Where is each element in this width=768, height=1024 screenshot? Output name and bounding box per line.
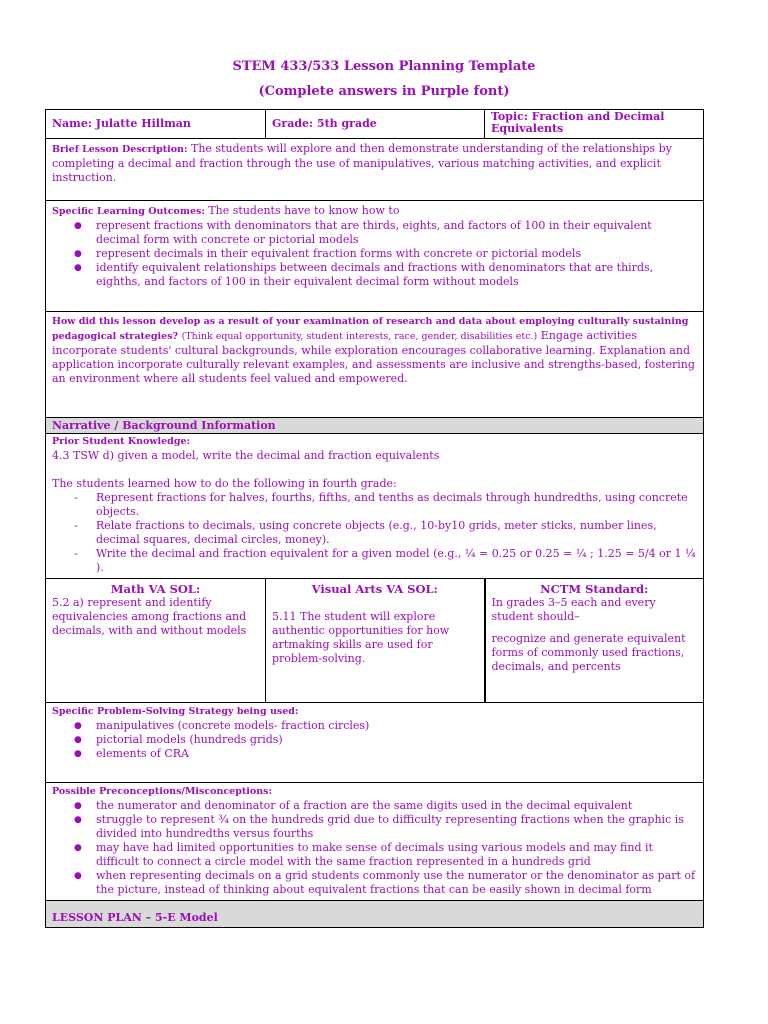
arts-sol-text: 5.11 The student will explore authentic opportunities for how artmaking skills are used for problem-solving. xyxy=(272,610,450,665)
culture-hint: (Think equal opportunity, student interests, race, gender, disabilities etc.) xyxy=(181,331,538,342)
topic-label: Topic: xyxy=(491,110,528,123)
name-label: Name: xyxy=(52,117,92,130)
math-sol-text: 5.2 a) represent and identify equivalencies among fractions and decimals, with and without models xyxy=(52,596,247,637)
prior-line1: 4.3 TSW d) given a model, write the decimal and fraction equivalents xyxy=(52,449,440,462)
outcome-item: ● identify equivalent relationships between decimals and fractions with denominators that are thirds, eighths, and factors of 100 in their equivalent decimal form without models xyxy=(96,261,697,289)
brief-row xyxy=(46,139,704,201)
culture-text: Engage activities incorporate students' cultural backgrounds, while exploration encourages collaborative learning. Explanation and application incorporate culturally relevant examples, and assessments are inclusive and strengths-based, fostering an environment where all students feel valued and empowered. xyxy=(52,329,695,385)
strategy-label: Specific Problem-Solving Strategy being used: xyxy=(52,706,299,717)
misconceptions-list xyxy=(52,799,697,897)
nctm-text1: In grades 3–5 each and every student should– xyxy=(491,596,656,623)
math-sol-header: Math VA SOL: xyxy=(110,582,201,596)
strategy-item: ● manipulatives (concrete models- fraction circles) xyxy=(96,719,697,733)
misconceptions-cell xyxy=(46,783,704,901)
lesson-plan-label: LESSON PLAN – 5-E Model xyxy=(52,911,218,924)
document-subtitle: (Complete answers in Purple font) xyxy=(258,84,510,99)
outcomes-cell xyxy=(46,201,704,312)
grade-cell xyxy=(266,110,485,139)
outcomes-intro: The students have to know how to xyxy=(208,204,400,217)
misconceptions-row xyxy=(46,783,704,901)
brief-label: Brief Lesson Description: xyxy=(52,144,188,155)
nctm-cell xyxy=(485,579,704,703)
strategy-list xyxy=(52,719,697,761)
culture-row xyxy=(46,312,704,418)
prior-list xyxy=(52,491,697,575)
prior-line2: The students learned how to do the following in fourth grade: xyxy=(52,477,397,490)
strategy-item: ● pictorial models (hundreds grids) xyxy=(96,733,697,747)
misconception-item: ● when representing decimals on a grid students commonly use the numerator or the denominator as part of the picture, instead of thinking about equivalent fractions that can be easily shown in decimal form xyxy=(96,869,697,897)
prior-label: Prior Student Knowledge: xyxy=(52,436,191,447)
prior-item: - Write the decimal and fraction equivalent for a given model (e.g., ¼ = 0.25 or 0.25 = ¼ ; 1.25 = 5/4 or 1 ¼ ). xyxy=(96,547,697,575)
lesson-plan-table xyxy=(45,109,704,928)
name-value: Julatte Hillman xyxy=(95,117,191,130)
narrative-label: Narrative / Background Information xyxy=(52,419,276,432)
narrative-cell xyxy=(46,418,704,434)
culture-cell xyxy=(46,312,704,418)
prior-item: - Relate fractions to decimals, using concrete objects (e.g., 10-by10 grids, meter sticks, number lines, decimal squares, decimal circles, money). xyxy=(96,519,697,547)
outcomes-row xyxy=(46,201,704,312)
math-sol-cell xyxy=(46,579,266,703)
narrative-row xyxy=(46,418,704,434)
outcome-item: ● represent fractions with denominators that are thirds, eights, and factors of 100 in their equivalent decimal form with concrete or pictorial models xyxy=(96,219,697,247)
prior-cell xyxy=(46,434,704,579)
grade-value: 5th grade xyxy=(316,117,377,130)
brief-text: The students will explore and then demonstrate understanding of the relationships by completing a decimal and fraction through the use of manipulatives, various matching activities, and explicit instruction. xyxy=(52,142,672,184)
header-row xyxy=(46,110,704,139)
arts-sol-header: Visual Arts VA SOL: xyxy=(311,582,438,596)
strategy-cell xyxy=(46,703,704,783)
strategy-item: ● elements of CRA xyxy=(96,747,697,761)
lesson-plan-cell xyxy=(46,901,704,928)
misconceptions-label: Possible Preconceptions/Misconceptions: xyxy=(52,786,272,797)
strategy-row xyxy=(46,703,704,783)
sol-row xyxy=(46,579,704,703)
brief-cell xyxy=(46,139,704,201)
topic-cell xyxy=(485,110,704,139)
outcomes-list xyxy=(52,219,697,289)
prior-row xyxy=(46,434,704,579)
topic-value: Fraction and Decimal Equivalents xyxy=(491,110,665,135)
misconception-item: ● may have had limited opportunities to make sense of decimals using various models and may find it difficult to connect a circle model with the same fraction represented in a hundreds grid xyxy=(96,841,697,869)
culture-label: How did this lesson develop as a result of your examination of research and data about employing culturally sustaining pedagogical strategies? xyxy=(52,316,689,342)
outcomes-label: Specific Learning Outcomes: xyxy=(52,206,205,217)
misconception-item: ● the numerator and denominator of a fraction are the same digits used in the decimal equivalent xyxy=(96,799,697,813)
grade-label: Grade: xyxy=(272,117,314,130)
lesson-plan-row xyxy=(46,901,704,928)
nctm-header: NCTM Standard: xyxy=(540,582,649,596)
outcome-item: ● represent decimals in their equivalent fraction forms with concrete or pictorial models xyxy=(96,247,697,261)
arts-sol-cell xyxy=(266,579,485,703)
document-title: STEM 433/533 Lesson Planning Template xyxy=(232,59,536,74)
nctm-text2: recognize and generate equivalent forms of commonly used fractions, decimals, and percents xyxy=(491,632,686,673)
name-cell xyxy=(46,110,266,139)
prior-item: - Represent fractions for halves, fourths, fifths, and tenths as decimals through hundredths, using concrete objects. xyxy=(96,491,697,519)
misconception-item: ● struggle to represent ¾ on the hundreds grid due to difficulty representing fractions when the graphic is divided into hundredths versus fourths xyxy=(96,813,697,841)
